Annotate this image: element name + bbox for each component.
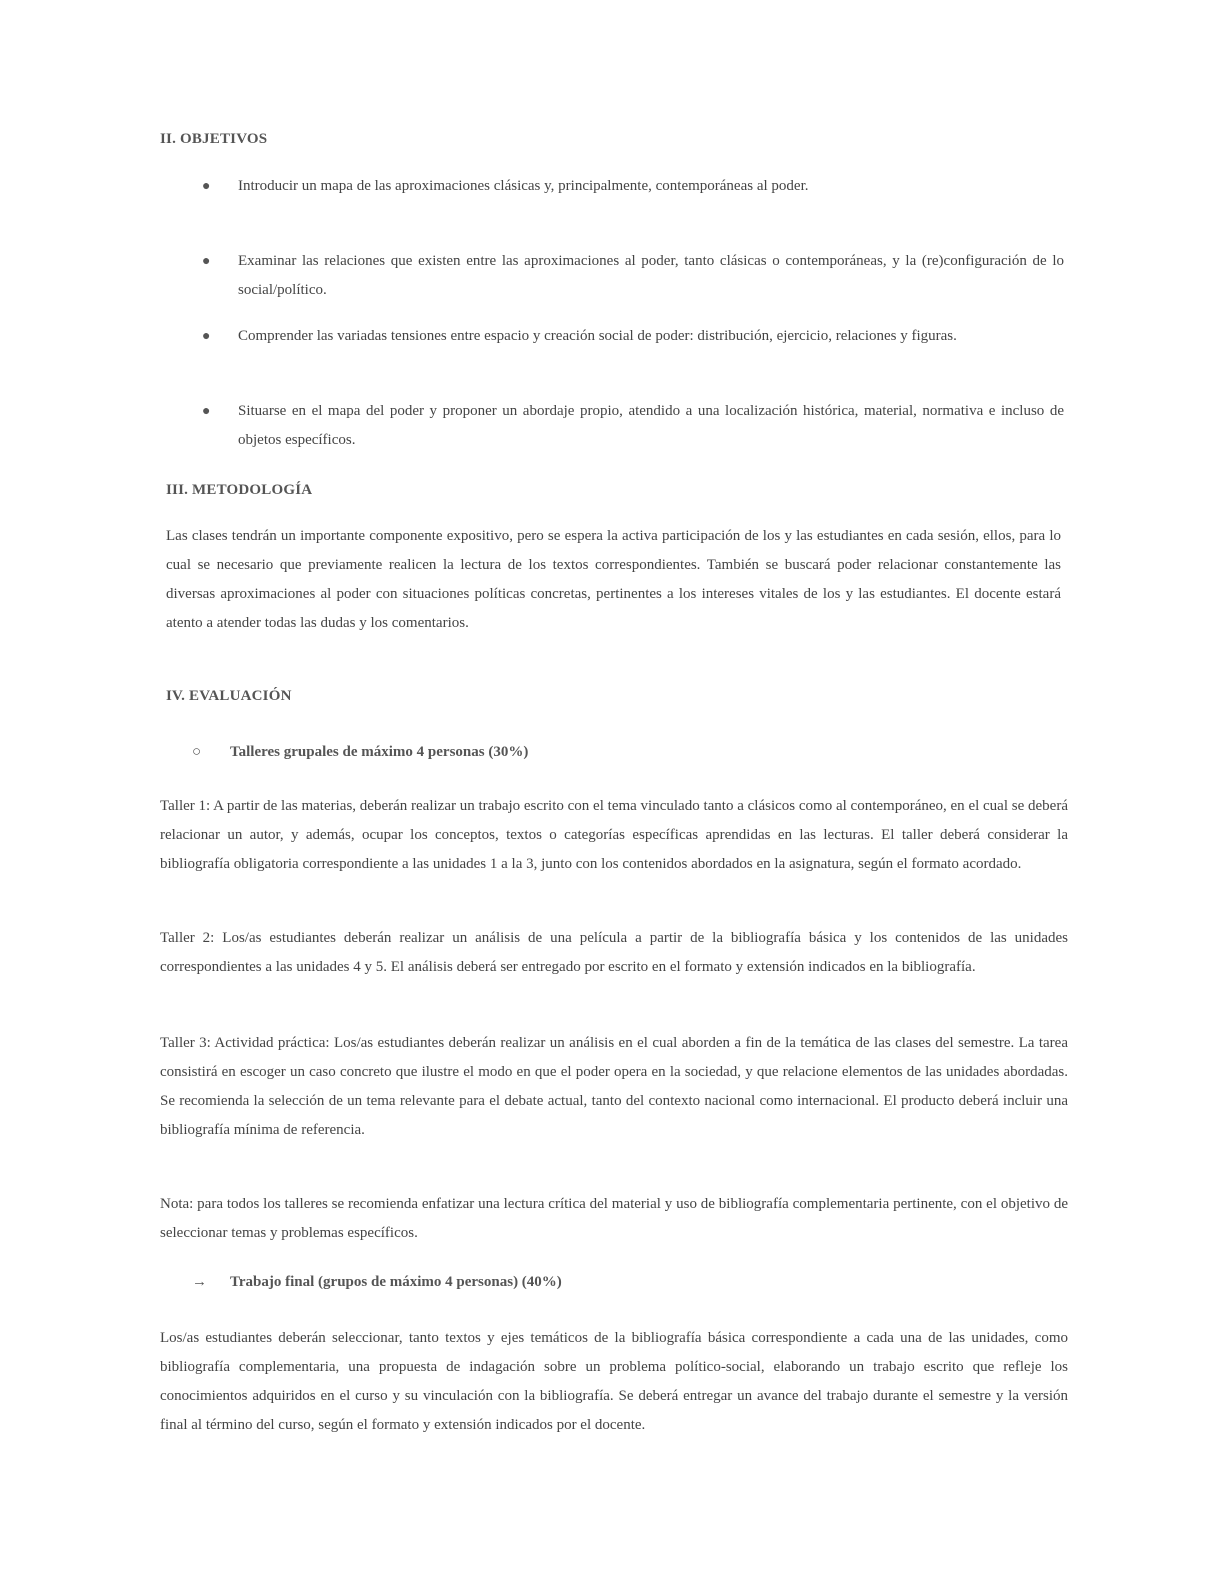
list-item: [202, 397, 1064, 455]
bullet-text: Situarse en el mapa del poder y proponer un abordaje propio, atendido a una localización histórica, material, normativa e incluso de objetos específicos.: [238, 403, 1064, 448]
taller-2-paragraph: Taller 2: Los/as estudiantes deberán realizar un análisis de una película a partir de la bibliografía básica y los contenidos de las unidades correspondientes a las unidades 4 y 5. El análisis deberá ser entregado por escrito en el formato y extensión indicados en la bibliografía.: [160, 930, 1068, 975]
list-item: [202, 172, 1064, 230]
arrow-bullet-icon: →: [192, 1274, 207, 1290]
metodologia-paragraph: Las clases tendrán un importante componente expositivo, pero se espera la activa participación de los y las estudiantes en cada sesión, ellos, para lo cual se necesario que previamente realicen la lectura de los textos correspondientes. También se buscará poder relacionar constantemente las diversas aproximaciones al poder con situaciones políticas concretas, pertinentes a los intereses vitales de los y las estudiantes. El docente estará atento a atender todas las dudas y los comentarios.: [166, 528, 1061, 631]
objetivos-list: [202, 172, 1064, 472]
trabajo-final-heading: [192, 1274, 562, 1291]
bullet-icon: ●: [202, 179, 211, 194]
taller-3-paragraph: Taller 3: Actividad práctica: Los/as estudiantes deberán realizar un análisis en el cual aborden a fin de la temática de las clases del semestre. La tarea consistirá en escoger un caso concreto que ilustre el modo en que el poder opera en la sociedad, y que relacione elementos de las unidades abordadas. Se recomienda la selección de un tema relevante para el debate actual, tanto del contexto nacional como internacional. El producto deberá incluir una bibliografía mínima de referencia.: [160, 1035, 1068, 1138]
list-item: [202, 247, 1064, 305]
talleres-nota-paragraph: Nota: para todos los talleres se recomienda enfatizar una lectura crítica del material y uso de bibliografía complementaria pertinente, con el objetivo de seleccionar temas y problemas específicos.: [160, 1196, 1068, 1241]
circle-bullet-icon: ○: [192, 744, 202, 760]
bullet-text: Introducir un mapa de las aproximaciones clásicas y, principalmente, contemporáneas al poder.: [238, 178, 809, 194]
bullet-text: Comprender las variadas tensiones entre espacio y creación social de poder: distribución, ejercicio, relaciones y figuras.: [238, 328, 957, 344]
talleres-title: Talleres grupales de máximo 4 personas (30%): [230, 744, 529, 760]
trabajo-final-title: Trabajo final (grupos de máximo 4 personas) (40%): [230, 1274, 562, 1290]
bullet-icon: ●: [202, 254, 211, 269]
bullet-text: Examinar las relaciones que existen entre las aproximaciones al poder, tanto clásicas o contemporáneas, y la (re)configuración de lo social/político.: [238, 253, 1064, 298]
bullet-icon: ●: [202, 329, 211, 344]
list-item: [202, 322, 1064, 380]
talleres-heading: [192, 744, 528, 761]
trabajo-final-paragraph: Los/as estudiantes deberán seleccionar, tanto textos y ejes temáticos de la bibliografía básica correspondiente a cada una de las unidades, como bibliografía complementaria, una propuesta de indagación sobre un problema político-social, elaborando un trabajo escrito que refleje los conocimientos adquiridos en el curso y su vinculación con la bibliografía. Se deberá entregar un avance del trabajo durante el semestre y la versión final al término del curso, según el formato y extensión indicados por el docente.: [160, 1330, 1068, 1433]
evaluacion-heading: IV. EVALUACIÓN: [166, 688, 292, 704]
metodologia-heading: III. METODOLOGÍA: [166, 482, 313, 498]
taller-1-paragraph: Taller 1: A partir de las materias, deberán realizar un trabajo escrito con el tema vinculado tanto a clásicos como al contemporáneo, en el cual se deberá relacionar un autor, y además, ocupar los conceptos, textos o categorías específicas aprendidas en las lecturas. El taller deberá considerar la bibliografía obligatoria correspondiente a las unidades 1 a la 3, junto con los contenidos abordados en la asignatura, según el formato acordado.: [160, 798, 1068, 872]
objetivos-heading: II. OBJETIVOS: [160, 131, 268, 147]
bullet-icon: ●: [202, 404, 211, 419]
